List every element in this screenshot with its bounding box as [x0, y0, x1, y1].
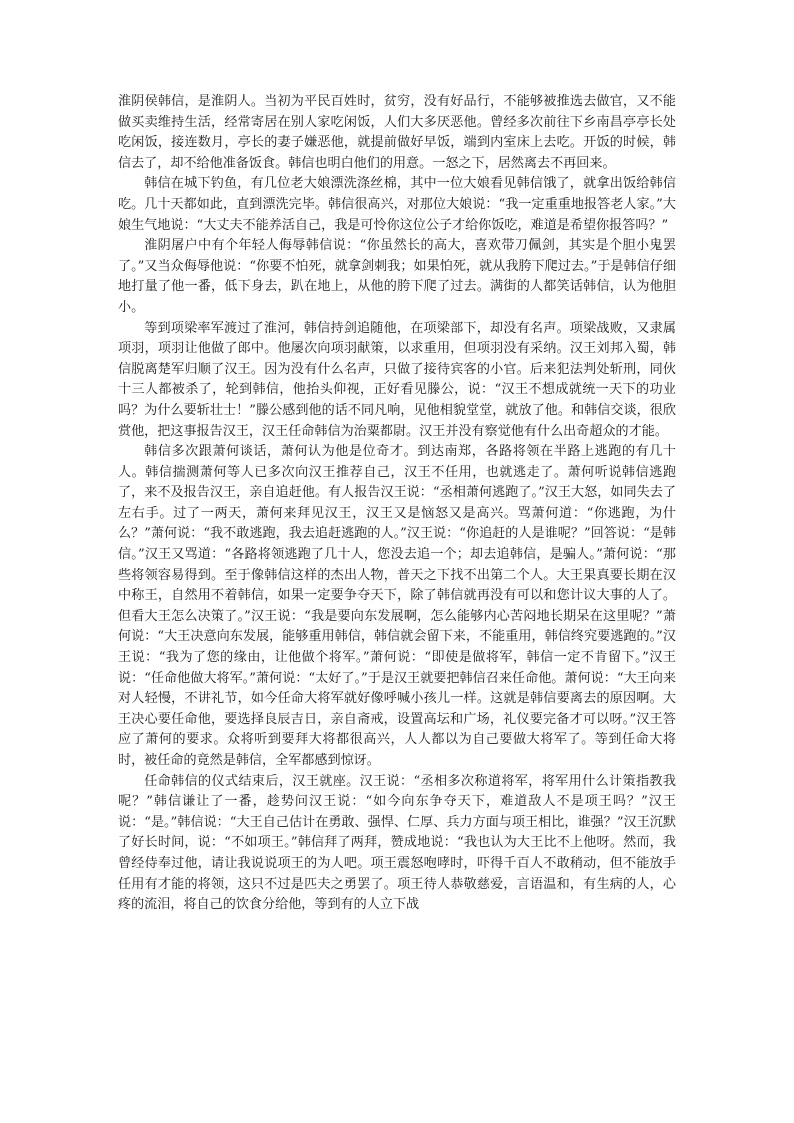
paragraph-1: 淮阴侯韩信，是淮阴人。当初为平民百姓时，贫穷，没有好品行，不能够被推选去做官，又不能做买卖维持生活，经常寄居在别人家吃闲饭，人们大多厌恶他。曾经多次前往下乡南昌亭亭长处吃闲饭，接连数月，亭长的妻子嫌恶他，就提前做好早饭，端到内室床上去吃。开饭的时候，韩信去了，却不给他准备饭食。韩信也明白他们的用意。一怒之下，居然离去不再回来。	[118, 94, 676, 171]
paragraph-4: 等到项梁率军渡过了淮河，韩信持剑追随他，在项梁部下，却没有名声。项梁战败，又隶属项羽，项羽让他做了郎中。他屡次向项羽献策，以求重用，但项羽没有采纳。汉王刘邦入蜀，韩信脱离楚军归顺了汉王。因为没有什么名声，只做了接待宾客的小官。后来犯法判处斩刑，同伙十三人都被杀了，轮到韩信，他抬头仰视，正好看见滕公，说：“汉王不想成就统一天下的功业吗？为什么要斩壮士！”滕公感到他的话不同凡响，见他相貌堂堂，就放了他。和韩信交谈，很欣赏他，把这事报告汉王，汉王任命韩信为治粟都尉。汉王并没有察觉他有什么出奇超众的才能。	[118, 320, 676, 439]
paragraph-6: 任命韩信的仪式结束后，汉王就座。汉王说：“丞相多次称道将军，将军用什么计策指教我呢？”韩信谦让了一番，趁势问汉王说：“如今向东争夺天下，难道敌人不是项王吗？”汉王说：“是。”韩信说：“大王自己估计在勇敢、强悍、仁厚、兵力方面与项王相比，谁强？”汉王沉默了好长时间，说：“不如项王。”韩信拜了两拜，赞成地说：“我也认为大王比不上他呀。然而，我曾经侍奉过他，请让我说说项王的为人吧。项王震怒咆哮时，吓得千百人不敢稍动，但不能放手任用有才能的将领，这只不过是匹夫之勇罢了。项王待人恭敬慈爱，言语温和，有生病的人，心疼的流泪，将自己的饮食分给他，等到有的人立下战	[118, 773, 676, 913]
document-page	[118, 92, 676, 916]
paragraph-2: 韩信在城下钓鱼，有几位老大娘漂洗涤丝棉，其中一位大娘看见韩信饿了，就拿出饭给韩信吃。几十天都如此，直到漂洗完毕。韩信很高兴，对那位大娘说：“我一定重重地报答老人家。”大娘生气地说：“大丈夫不能养活自己，我是可怜你这位公子才给你饭吃，难道是希望你报答吗？”	[118, 176, 676, 233]
paragraph-5: 韩信多次跟萧何谈话，萧何认为他是位奇才。到达南郑，各路将领在半路上逃跑的有几十人。韩信揣测萧何等人已多次向汉王推荐自己，汉王不任用，也就逃走了。萧何听说韩信逃跑了，来不及报告汉王，亲自追赶他。有人报告汉王说：“丞相萧何逃跑了。”汉王大怒，如同失去了左右手。过了一两天，萧何来拜见汉王，汉王又是恼怒又是高兴。骂萧何道：“你逃跑，为什么？”萧何说：“我不敢逃跑，我去追赶逃跑的人。”汉王说：“你追赶的人是谁呢？”回答说：“是韩信。”汉王又骂道：“各路将领逃跑了几十人，您没去追一个；却去追韩信，是骗人。”萧何说：“那些将领容易得到。至于像韩信这样的杰出人物，普天之下找不出第二个人。大王果真要长期在汉中称王，自然用不着韩信，如果一定要争夺天下，除了韩信就再没有可以和您计议大事的人了。但看大王怎么决策了。”汉王说：“我是要向东发展啊，怎么能够内心苦闷地长期呆在这里呢？”萧何说：“大王决意向东发展，能够重用韩信，韩信就会留下来，不能重用，韩信终究要逃跑的。”汉王说：“我为了您的缘由，让他做个将军。”萧何说：“即使是做将军，韩信一定不肯留下。”汉王说：“任命他做大将军。”萧何说：“太好了。”于是汉王就要把韩信召来任命他。萧何说：“大王向来对人轻慢，不讲礼节，如今任命大将军就好像呼喊小孩儿一样。这就是韩信要离去的原因啊。大王决心要任命他，要选择良辰吉日，亲自斋戒，设置高坛和广场，礼仪要完备才可以呀。”汉王答应了萧何的要求。众将听到要拜大将都很高兴，人人都以为自己要做大将军了。等到任命大将时，被任命的竟然是韩信，全军都感到惊讶。	[118, 444, 676, 768]
paragraph-3: 淮阴屠户中有个年轻人侮辱韩信说：“你虽然长的高大，喜欢带刀佩剑，其实是个胆小鬼罢了。”又当众侮辱他说：“你要不怕死，就拿剑刺我；如果怕死，就从我胯下爬过去。”于是韩信仔细地打量了他一番，低下身去，趴在地上，从他的胯下爬了过去。满街的人都笑话韩信，认为他胆小。	[118, 238, 676, 315]
